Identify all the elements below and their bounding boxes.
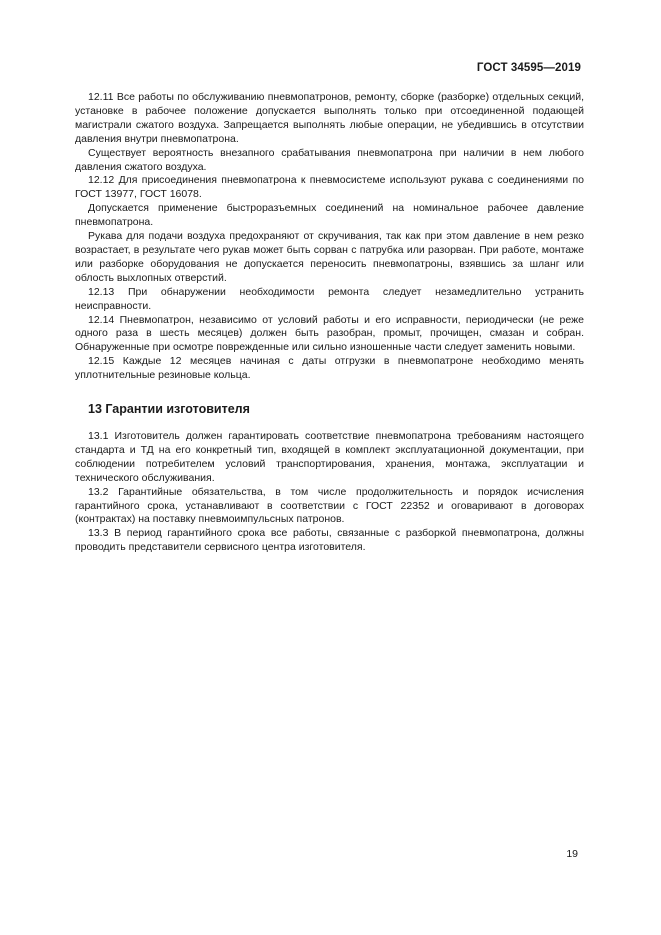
paragraph-13-3: 13.3 В период гарантийного срока все работы, связанные с разборкой пневмопатрона, должны проводить представители сервисного центра изготовителя. <box>75 527 584 554</box>
paragraph-13-1: 13.1 Изготовитель должен гарантировать соответствие пневмопатрона требованиям настоящего стандарта и ТД на его конкретный тип, входящей в комплект эксплуатационной документации, при соблюдении потребителем условий транспортирования, хранения, монтажа, эксплуатации и технического обслуживания. <box>75 430 584 484</box>
paragraph-12-12-note: Допускается применение быстроразъемных соединений на номинальное рабочее давление пневмопатрона. <box>75 202 584 229</box>
paragraph-12-11-note: Существует вероятность внезапного срабатывания пневмопатрона при наличии в нем любого давления сжатого воздуха. <box>75 146 584 173</box>
paragraph-13-2: 13.2 Гарантийные обязательства, в том числе продолжительность и порядок исчисления гарантийного срока, устанавливают в соответствии с ГОСТ 22352 и оговаривают в договорах (контрактах) на поставку пневмоимпульсных патронов. <box>75 485 584 526</box>
document-body <box>75 91 584 555</box>
document-code: ГОСТ 34595—2019 <box>476 62 581 74</box>
paragraph-12-12: 12.12 Для присоединения пневмопатрона к пневмосистеме используют рукава с соединениями по ГОСТ 13977, ГОСТ 16078. <box>75 174 584 201</box>
paragraph-12-15: 12.15 Каждые 12 месяцев начиная с даты отгрузки в пневмопатроне необходимо менять уплотнительные резиновые кольца. <box>75 355 584 382</box>
paragraph-12-11: 12.11 Все работы по обслуживанию пневмопатронов, ремонту, сборке (разборке) отдельных секций, установке в рабочее положение допускается выполнять только при отсоединенной подающей магистрали сжатого воздуха. Запрещается выполнять любые операции, не убедившись в отсутствии давления внутри пневмопатрона. <box>75 91 584 145</box>
paragraph-12-14: 12.14 Пневмопатрон, независимо от условий работы и его исправности, периодически (не реже одного раза в шесть месяцев) должен быть разобран, промыт, прочищен, смазан и собран. Обнаруженные при осмотре поврежденные или сильно изношенные части следует заменить новыми. <box>75 313 584 354</box>
paragraph-12-12-hoses: Рукава для подачи воздуха предохраняют от скручивания, так как при этом давление в нем резко возрастает, в результате чего рукав может быть сорван с патрубка или разорван. При работе, монтаже или разборке оборудования не допускается переносить пневмопатроны, взявшись за шланг или облость выхлопных отверстий. <box>75 230 584 284</box>
page-number: 19 <box>566 848 578 860</box>
section-13-heading: 13 Гарантии изготовителя <box>88 402 250 417</box>
paragraph-12-13: 12.13 При обнаружении необходимости ремонта следует незамедлительно устранить неисправности. <box>75 285 584 312</box>
